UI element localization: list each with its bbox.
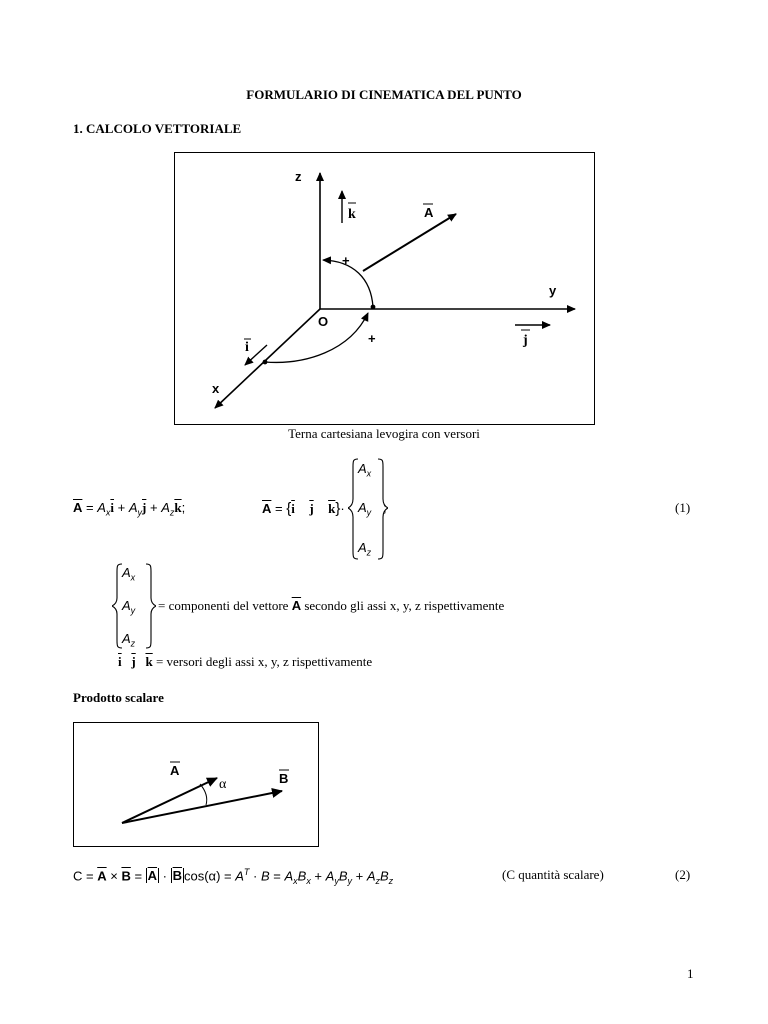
subscript-z: z	[169, 507, 175, 518]
components-text: = componenti del vettore	[158, 598, 292, 613]
document-title: FORMULARIO DI CINEMATICA DEL PUNTO	[246, 87, 522, 102]
dot-operator: ·	[249, 868, 261, 884]
versor-k: $\overline{k}$	[174, 500, 182, 515]
component-ay: A	[128, 500, 138, 515]
page-number: 1	[687, 966, 694, 981]
equals-sign: =	[82, 500, 98, 515]
angle-alpha-label: α	[219, 777, 227, 792]
versor-j: $\overline{j}$	[142, 500, 147, 515]
vector-b-label: B	[279, 771, 289, 786]
left-brace: {	[286, 500, 292, 517]
plus-sign: +	[146, 500, 162, 515]
equation-number-2: (2)	[675, 867, 691, 882]
versor-j: $\overline{j}$	[131, 654, 136, 669]
scalar-c: C	[73, 868, 83, 884]
versor-i: $\overline{i}$	[291, 501, 295, 516]
plus-sign-upper: +	[342, 253, 350, 268]
i-versor-label: i	[245, 340, 249, 355]
a-transpose: A	[235, 868, 244, 884]
term-by: B	[338, 868, 348, 884]
transpose-superscript: T	[243, 867, 250, 877]
equation-1-right	[262, 500, 345, 517]
dot-operator: ·	[159, 868, 171, 884]
arc-start-dot	[371, 305, 376, 310]
times-operator: ×	[106, 868, 122, 884]
term-ax: A	[284, 868, 294, 884]
component-az: A	[161, 500, 170, 515]
angle-arc	[200, 784, 207, 805]
dot-operator: ·	[340, 501, 345, 516]
scalar-quantity-note: (C quantità scalare)	[502, 867, 604, 882]
vector-a: $\overline{A}$	[73, 500, 83, 515]
subscript-x: x	[105, 507, 111, 518]
z-axis-label: z	[295, 169, 302, 184]
k-versor-label: k	[348, 207, 356, 222]
term-bx: B	[297, 868, 307, 884]
subscript-y: y	[137, 507, 143, 518]
component-ax: $A_x$	[122, 565, 136, 583]
section-heading-prodotto-scalare: Prodotto scalare	[73, 690, 164, 705]
y-axis-label: y	[549, 283, 557, 298]
equals-sign: =	[82, 868, 98, 884]
x-axis-label: x	[212, 381, 220, 396]
column-az: $A_z$	[358, 540, 372, 558]
components-text-after: secondo gli assi x, y, z rispettivamente	[301, 598, 505, 613]
equals-sign: =	[271, 501, 287, 516]
versor-k: $\overline{k}$	[328, 501, 336, 516]
components-description	[158, 598, 504, 614]
plus-sign: +	[310, 868, 326, 884]
vector-a-label: A	[170, 763, 180, 778]
equals-sign: =	[269, 868, 285, 884]
semicolon: ;	[383, 500, 387, 515]
vector-b-arrow	[122, 791, 282, 823]
equation-2: $C = \overline{A} \times \overline{B} = \overline{A} \cdot \overline{B}$ $\cos(\alpha) = A^T \cdot B = A_xB_x + A_yB_y + A_zB_z$	[73, 867, 394, 886]
equals-sign: =	[220, 868, 236, 884]
figure-cartesian-axes	[174, 152, 595, 425]
equation-1-left	[73, 500, 185, 518]
versor-j: $\overline{j}$	[309, 501, 314, 516]
cos-alpha: cos(α)	[184, 868, 221, 884]
vector-a-arrow	[122, 778, 217, 823]
arc-start-dot	[263, 360, 268, 365]
column-ay: $A_y$	[358, 500, 372, 518]
rotation-arc-x-to-y	[265, 313, 368, 362]
versori-text: = versori degli assi x, y, z rispettivamente	[155, 654, 373, 669]
cartesian-axes-diagram	[175, 153, 594, 424]
plus-sign: +	[351, 868, 367, 884]
plus-sign-lower: +	[368, 331, 376, 346]
origin-label: O	[318, 314, 329, 329]
versori-description	[118, 654, 372, 670]
component-az: $A_z$	[122, 631, 136, 649]
semicolon: ;	[181, 500, 186, 515]
scalar-product-diagram	[74, 723, 318, 846]
versor-i: $\overline{i}$	[110, 500, 115, 515]
vector-a: $\overline{A}$	[262, 501, 272, 516]
component-ay: $A_y$	[122, 598, 136, 616]
versor-i: $\overline{i}$	[118, 654, 122, 669]
component-ax: A	[97, 500, 106, 515]
versor-k: $\overline{k}$	[145, 654, 153, 669]
abs-a: $\overline{A}$	[147, 868, 158, 884]
j-versor-label: j	[523, 333, 528, 348]
column-ax: $A_x$	[358, 461, 372, 479]
vector-a-arrow	[363, 214, 456, 271]
equation-number-1: (1)	[675, 500, 691, 515]
abs-b: $\overline{B}$	[172, 868, 182, 884]
vector-a: $\overline{A}$	[291, 598, 302, 613]
figure-scalar-product	[73, 722, 319, 847]
section-heading-calcolo-vettoriale: 1. CALCOLO VETTORIALE	[73, 121, 242, 136]
b-column: B	[260, 868, 270, 884]
figure-caption: Terna cartesiana levogira con versori	[288, 426, 480, 441]
right-brace: }	[335, 500, 341, 517]
vector-a: $\overline{A}$	[97, 868, 107, 884]
x-axis	[215, 309, 320, 408]
term-bz: B	[379, 868, 389, 884]
term-az: A	[366, 868, 376, 884]
plus-sign: +	[114, 500, 129, 515]
vector-a-label: A	[424, 205, 434, 220]
equals-sign: =	[130, 868, 146, 884]
vector-b: $\overline{B}$	[121, 868, 131, 884]
term-ay: A	[325, 868, 335, 884]
